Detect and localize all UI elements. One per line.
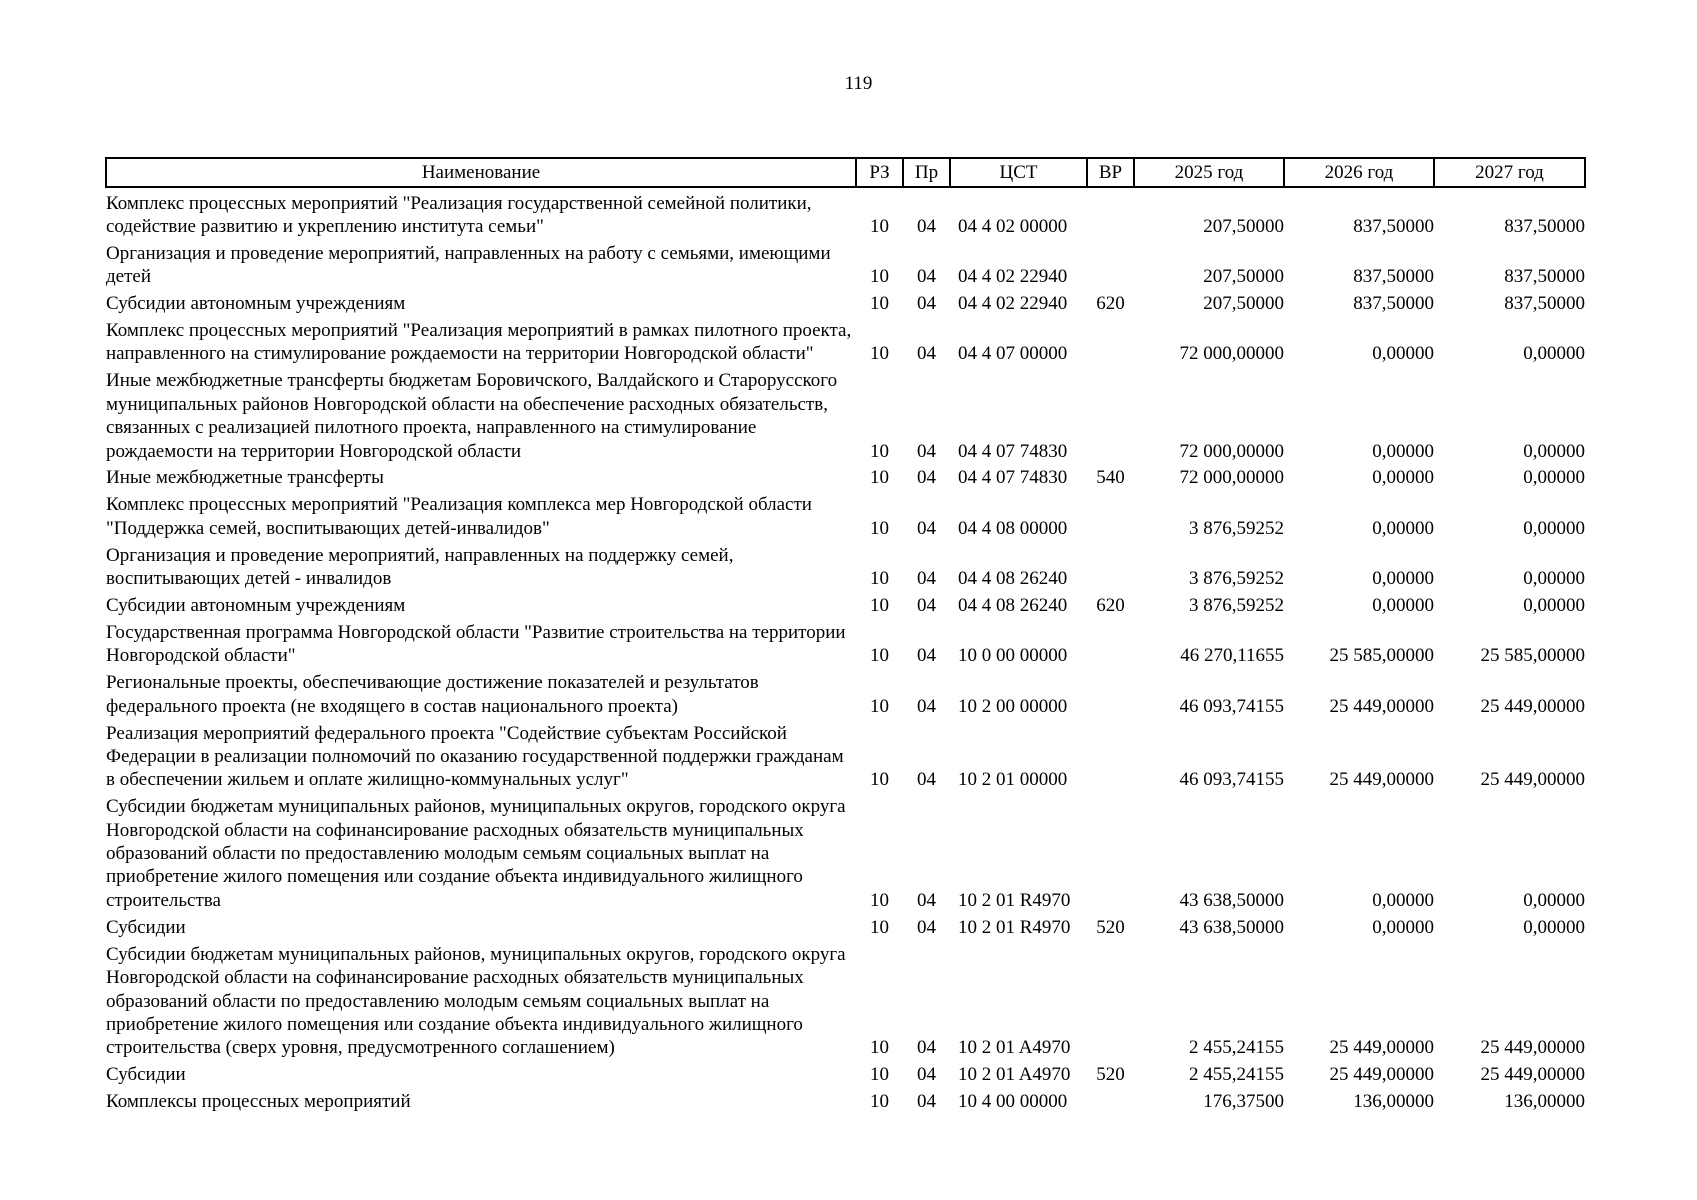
row-2026-cell: 0,00000 (1372, 568, 1434, 590)
row-vr-cell: 540 (1096, 467, 1125, 489)
row-cst-cell: 04 4 02 22940 (958, 293, 1068, 315)
row-name-cell: Государственная программа Новгородской области "Развитие строительства на территории Новгородской области" (106, 621, 846, 667)
row-2027-cell: 0,00000 (1523, 343, 1585, 365)
row-pr-cell: 04 (917, 215, 936, 237)
row-vr-cell (1087, 238, 1134, 288)
row-rz-cell: 10 (870, 645, 889, 667)
row-2026-cell: 837,50000 (1353, 266, 1434, 288)
row-vr-cell (1087, 1087, 1134, 1114)
table-row (106, 939, 1585, 1060)
row-rz-cell: 10 (870, 1064, 889, 1086)
row-2027-cell: 25 449,00000 (1480, 1064, 1585, 1086)
row-2025-cell: 207,50000 (1203, 266, 1284, 288)
row-rz-cell: 10 (870, 517, 889, 539)
row-2025-cell: 72 000,00000 (1179, 343, 1284, 365)
row-name-cell: Комплекс процессных мероприятий "Реализация государственной семейной политики, содействие развитию и укреплению института семьи" (106, 192, 812, 237)
row-rz-cell: 10 (870, 695, 889, 717)
row-pr-cell: 04 (917, 1091, 936, 1113)
table-row (106, 1087, 1585, 1114)
table-row (106, 591, 1585, 618)
row-2025-cell: 46 093,74155 (1179, 769, 1284, 791)
row-2026-cell: 0,00000 (1372, 595, 1434, 616)
row-2027-cell: 837,50000 (1504, 266, 1585, 288)
row-rz-cell: 10 (870, 568, 889, 590)
table-row (106, 912, 1585, 939)
table-row (106, 316, 1585, 366)
row-rz-cell: 10 (870, 215, 889, 237)
row-vr-cell: 520 (1096, 916, 1125, 938)
row-vr-cell (1087, 617, 1134, 667)
table-row (106, 289, 1585, 316)
row-2027-cell: 0,00000 (1523, 568, 1585, 590)
row-2027-cell: 0,00000 (1523, 467, 1585, 489)
row-name-cell: Комплексы процессных мероприятий (106, 1091, 411, 1113)
table-row (106, 366, 1585, 463)
row-vr-cell (1087, 540, 1134, 590)
row-pr-cell: 04 (917, 595, 936, 616)
row-cst-cell: 04 4 07 74830 (958, 440, 1068, 462)
row-pr-cell: 04 (917, 1064, 936, 1086)
row-cst-cell: 10 0 00 00000 (958, 645, 1068, 667)
row-vr-cell: 520 (1096, 1064, 1125, 1086)
row-2025-cell: 43 638,50000 (1179, 889, 1284, 911)
row-2027-cell: 0,00000 (1523, 440, 1585, 462)
row-name-cell: Комплекс процессных мероприятий "Реализация мероприятий в рамках пилотного проекта, направленного на стимулирование рождаемости на территории Новгородской области" (106, 320, 852, 365)
row-vr-cell (1087, 668, 1134, 718)
row-2027-cell: 0,00000 (1523, 916, 1585, 938)
row-pr-cell: 04 (917, 517, 936, 539)
row-2025-cell: 3 876,59252 (1189, 517, 1284, 539)
table-row (106, 1060, 1585, 1087)
row-2026-cell: 0,00000 (1372, 440, 1434, 462)
row-rz-cell: 10 (870, 1091, 889, 1113)
row-name-cell: Субсидии автономным учреждениям (106, 293, 406, 315)
row-2027-cell: 25 449,00000 (1480, 695, 1585, 717)
row-2026-cell: 136,00000 (1353, 1091, 1434, 1113)
row-2025-cell: 3 876,59252 (1189, 568, 1284, 590)
row-2025-cell: 72 000,00000 (1179, 467, 1284, 489)
row-name-cell: Организация и проведение мероприятий, направленных на поддержку семей, воспитывающих детей - инвалидов (106, 544, 734, 590)
header-2025: 2025 год (1134, 158, 1284, 187)
header-2026: 2026 год (1284, 158, 1434, 187)
row-2025-cell: 3 876,59252 (1189, 595, 1284, 616)
row-2025-cell: 2 455,24155 (1189, 1064, 1284, 1086)
row-2027-cell: 0,00000 (1523, 517, 1585, 539)
row-name-cell: Реализация мероприятий федерального проекта "Содействие субъектам Российской Федерации в реализации полномочий по оказанию государственной поддержки гражданам в обеспечении жильем и оплате жилищно-коммунальных услуг" (106, 722, 844, 791)
row-cst-cell: 10 2 01 A4970 (958, 1064, 1071, 1086)
table-row (106, 490, 1585, 540)
row-vr-cell (1087, 366, 1134, 463)
row-rz-cell: 10 (870, 889, 889, 911)
row-2025-cell: 2 455,24155 (1189, 1037, 1284, 1059)
row-2027-cell: 25 449,00000 (1480, 769, 1585, 791)
table-body (106, 187, 1585, 1114)
row-2026-cell: 25 449,00000 (1329, 1037, 1434, 1059)
row-name-cell: Организация и проведение мероприятий, направленных на работу с семьями, имеющими детей (106, 242, 831, 288)
row-2026-cell: 0,00000 (1372, 889, 1434, 911)
table-header-row (106, 158, 1585, 187)
table-row (106, 617, 1585, 667)
row-pr-cell: 04 (917, 916, 936, 938)
row-2027-cell: 0,00000 (1523, 595, 1585, 616)
row-vr-cell (1087, 316, 1134, 366)
header-rz: РЗ (856, 158, 903, 187)
row-name-cell: Иные межбюджетные трансферты (106, 467, 384, 489)
row-2026-cell: 0,00000 (1372, 517, 1434, 539)
row-rz-cell: 10 (870, 440, 889, 462)
row-2025-cell: 176,37500 (1203, 1091, 1284, 1113)
row-2026-cell: 0,00000 (1372, 343, 1434, 365)
row-pr-cell: 04 (917, 293, 936, 315)
row-pr-cell: 04 (917, 467, 936, 489)
row-2025-cell: 72 000,00000 (1179, 440, 1284, 462)
row-pr-cell: 04 (917, 568, 936, 590)
table-row (106, 238, 1585, 288)
row-vr-cell (1087, 187, 1134, 238)
row-cst-cell: 04 4 08 26240 (958, 568, 1068, 590)
row-vr-cell: 620 (1096, 293, 1125, 315)
row-rz-cell: 10 (870, 1037, 889, 1059)
row-cst-cell: 04 4 08 26240 (958, 595, 1068, 616)
row-2027-cell: 136,00000 (1504, 1091, 1585, 1113)
row-2026-cell: 0,00000 (1372, 467, 1434, 489)
row-rz-cell: 10 (870, 293, 889, 315)
budget-table (105, 157, 1586, 1114)
row-2027-cell: 837,50000 (1504, 293, 1585, 315)
row-cst-cell: 04 4 02 00000 (958, 215, 1068, 237)
row-name-cell: Комплекс процессных мероприятий "Реализация комплекса мер Новгородской области "Поддержка семей, воспитывающих детей-инвалидов" (106, 494, 812, 539)
row-2027-cell: 837,50000 (1504, 215, 1585, 237)
row-rz-cell: 10 (870, 916, 889, 938)
page-number: 119 (844, 73, 873, 94)
header-pr: Пр (903, 158, 950, 187)
row-rz-cell: 10 (870, 266, 889, 288)
row-name-cell: Субсидии (106, 916, 186, 938)
row-name-cell: Субсидии бюджетам муниципальных районов, муниципальных округов, городского округа Новгородской области на софинансирование расходных обязательств муниципальных образований области по предоставлению молодым семьям социальных выплат на приобретение жилого помещения или создание объекта индивидуального жилищного строительства (сверх уровня, предусмотренного соглашением) (106, 943, 846, 1059)
row-2026-cell: 25 449,00000 (1329, 695, 1434, 717)
row-cst-cell: 10 2 01 A4970 (958, 1037, 1071, 1059)
row-rz-cell: 10 (870, 467, 889, 489)
header-name: Наименование (106, 158, 856, 187)
row-2025-cell: 207,50000 (1203, 215, 1284, 237)
row-cst-cell: 04 4 07 74830 (958, 467, 1068, 489)
row-cst-cell: 04 4 07 00000 (958, 343, 1068, 365)
header-vr: ВР (1087, 158, 1134, 187)
row-cst-cell: 04 4 08 00000 (958, 517, 1068, 539)
row-vr-cell (1087, 718, 1134, 792)
row-name-cell: Субсидии автономным учреждениям (106, 595, 406, 616)
row-pr-cell: 04 (917, 889, 936, 911)
row-rz-cell: 10 (870, 343, 889, 365)
row-pr-cell: 04 (917, 440, 936, 462)
table-row (106, 792, 1585, 913)
header-cst: ЦСТ (950, 158, 1087, 187)
row-cst-cell: 10 4 00 00000 (958, 1091, 1068, 1113)
row-name-cell: Субсидии бюджетам муниципальных районов, муниципальных округов, городского округа Новгородской области на софинансирование расходных обязательств муниципальных образований области по предоставлению молодым семьям социальных выплат на приобретение жилого помещения или создание объекта индивидуального жилищного строительства (106, 796, 846, 911)
row-pr-cell: 04 (917, 343, 936, 365)
row-2027-cell: 0,00000 (1523, 889, 1585, 911)
row-cst-cell: 10 2 01 00000 (958, 769, 1068, 791)
table-row (106, 668, 1585, 718)
row-2026-cell: 25 449,00000 (1329, 1064, 1434, 1086)
row-2025-cell: 46 093,74155 (1179, 695, 1284, 717)
row-vr-cell: 620 (1096, 595, 1125, 616)
row-name-cell: Субсидии (106, 1064, 186, 1086)
row-2025-cell: 43 638,50000 (1179, 916, 1284, 938)
row-pr-cell: 04 (917, 645, 936, 667)
row-2026-cell: 25 449,00000 (1329, 769, 1434, 791)
row-vr-cell (1087, 939, 1134, 1060)
table-row (106, 463, 1585, 490)
row-pr-cell: 04 (917, 695, 936, 717)
row-cst-cell: 04 4 02 22940 (958, 266, 1068, 288)
row-rz-cell: 10 (870, 769, 889, 791)
row-vr-cell (1087, 792, 1134, 913)
row-pr-cell: 04 (917, 769, 936, 791)
row-2025-cell: 207,50000 (1203, 293, 1284, 315)
table-row (106, 718, 1585, 792)
row-pr-cell: 04 (917, 1037, 936, 1059)
row-2025-cell: 46 270,11655 (1180, 645, 1284, 667)
header-2027: 2027 год (1434, 158, 1585, 187)
row-rz-cell: 10 (870, 595, 889, 616)
row-pr-cell: 04 (917, 266, 936, 288)
row-2027-cell: 25 449,00000 (1480, 1037, 1585, 1059)
table-row (106, 540, 1585, 590)
row-cst-cell: 10 2 01 R4970 (958, 916, 1071, 938)
row-2026-cell: 837,50000 (1353, 293, 1434, 315)
row-name-cell: Иные межбюджетные трансферты бюджетам Боровичского, Валдайского и Старорусского муниципальных районов Новгородской области на обеспечение расходных обязательств, связанных с реализацией пилотного проекта, направленного на стимулирование рождаемости на территории Новгородской области (106, 370, 838, 462)
row-2026-cell: 25 585,00000 (1329, 645, 1434, 667)
row-vr-cell (1087, 490, 1134, 540)
row-2027-cell: 25 585,00000 (1480, 645, 1585, 667)
row-cst-cell: 10 2 00 00000 (958, 695, 1068, 717)
row-2026-cell: 0,00000 (1372, 916, 1434, 938)
row-cst-cell: 10 2 01 R4970 (958, 889, 1071, 911)
table-row (106, 187, 1585, 238)
row-name-cell: Региональные проекты, обеспечивающие достижение показателей и результатов федерального проекта (не входящего в состав национального проекта) (106, 672, 759, 717)
row-2026-cell: 837,50000 (1353, 215, 1434, 237)
